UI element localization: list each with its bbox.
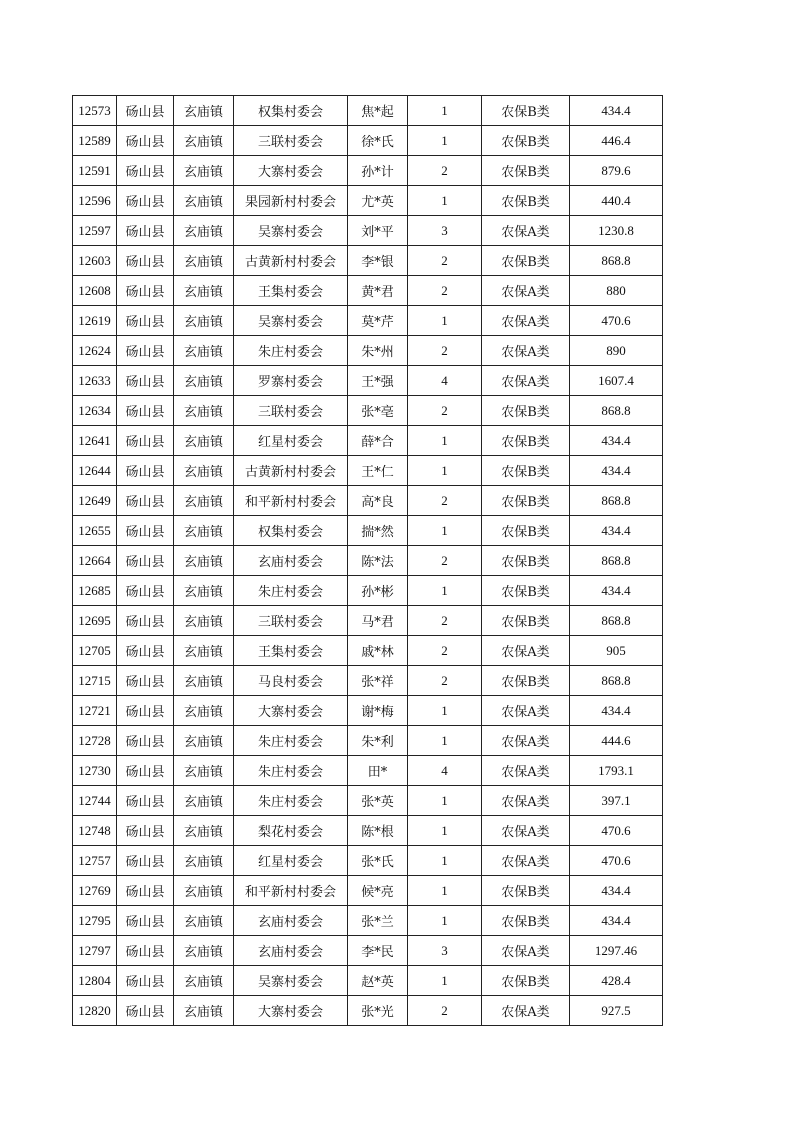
amount-cell: 868.8 [570, 486, 663, 516]
name-cell: 张*光 [348, 996, 408, 1026]
town-cell: 玄庙镇 [174, 816, 234, 846]
town-cell: 玄庙镇 [174, 696, 234, 726]
insurance-category-cell: 农保A类 [482, 936, 570, 966]
amount-cell: 470.6 [570, 306, 663, 336]
village-committee-cell: 古黄新村村委会 [234, 456, 348, 486]
insurance-category-cell: 农保A类 [482, 306, 570, 336]
insurance-category-cell: 农保B类 [482, 126, 570, 156]
insurance-category-cell: 农保A类 [482, 996, 570, 1026]
household-count-cell: 3 [408, 216, 482, 246]
record-id-cell: 12589 [73, 126, 117, 156]
household-count-cell: 2 [408, 606, 482, 636]
name-cell: 高*良 [348, 486, 408, 516]
record-id-cell: 12664 [73, 546, 117, 576]
county-cell: 砀山县 [117, 636, 174, 666]
household-count-cell: 1 [408, 786, 482, 816]
table-row [73, 126, 663, 156]
name-cell: 朱*利 [348, 726, 408, 756]
village-committee-cell: 玄庙村委会 [234, 546, 348, 576]
household-count-cell: 2 [408, 336, 482, 366]
village-committee-cell: 三联村委会 [234, 606, 348, 636]
village-committee-cell: 王集村委会 [234, 276, 348, 306]
amount-cell: 890 [570, 336, 663, 366]
household-count-cell: 2 [408, 276, 482, 306]
household-count-cell: 1 [408, 906, 482, 936]
town-cell: 玄庙镇 [174, 876, 234, 906]
county-cell: 砀山县 [117, 906, 174, 936]
insurance-category-cell: 农保A类 [482, 366, 570, 396]
record-id-cell: 12728 [73, 726, 117, 756]
name-cell: 刘*平 [348, 216, 408, 246]
village-committee-cell: 吴寨村委会 [234, 216, 348, 246]
insurance-category-cell: 农保A类 [482, 846, 570, 876]
village-committee-cell: 朱庄村委会 [234, 726, 348, 756]
county-cell: 砀山县 [117, 216, 174, 246]
record-id-cell: 12797 [73, 936, 117, 966]
village-committee-cell: 权集村委会 [234, 96, 348, 126]
county-cell: 砀山县 [117, 96, 174, 126]
name-cell: 张*亳 [348, 396, 408, 426]
town-cell: 玄庙镇 [174, 96, 234, 126]
table-row [73, 576, 663, 606]
record-id-cell: 12685 [73, 576, 117, 606]
town-cell: 玄庙镇 [174, 996, 234, 1026]
table-row [73, 426, 663, 456]
county-cell: 砀山县 [117, 576, 174, 606]
household-count-cell: 2 [408, 546, 482, 576]
county-cell: 砀山县 [117, 426, 174, 456]
amount-cell: 440.4 [570, 186, 663, 216]
record-id-cell: 12624 [73, 336, 117, 366]
village-committee-cell: 红星村委会 [234, 426, 348, 456]
town-cell: 玄庙镇 [174, 726, 234, 756]
table-row [73, 306, 663, 336]
insurance-category-cell: 农保B类 [482, 486, 570, 516]
name-cell: 孙*计 [348, 156, 408, 186]
county-cell: 砀山县 [117, 336, 174, 366]
household-count-cell: 3 [408, 936, 482, 966]
town-cell: 玄庙镇 [174, 186, 234, 216]
county-cell: 砀山县 [117, 786, 174, 816]
record-id-cell: 12715 [73, 666, 117, 696]
name-cell: 李*银 [348, 246, 408, 276]
village-committee-cell: 玄庙村委会 [234, 936, 348, 966]
name-cell: 张*兰 [348, 906, 408, 936]
table-row [73, 666, 663, 696]
household-count-cell: 1 [408, 456, 482, 486]
record-id-cell: 12769 [73, 876, 117, 906]
household-count-cell: 1 [408, 126, 482, 156]
record-id-cell: 12603 [73, 246, 117, 276]
county-cell: 砀山县 [117, 546, 174, 576]
village-committee-cell: 大寨村委会 [234, 696, 348, 726]
record-id-cell: 12608 [73, 276, 117, 306]
table-row [73, 786, 663, 816]
table-row [73, 876, 663, 906]
table-row [73, 516, 663, 546]
household-count-cell: 1 [408, 426, 482, 456]
amount-cell: 397.1 [570, 786, 663, 816]
name-cell: 薛*合 [348, 426, 408, 456]
household-count-cell: 2 [408, 636, 482, 666]
household-count-cell: 4 [408, 756, 482, 786]
county-cell: 砀山县 [117, 276, 174, 306]
record-id-cell: 12644 [73, 456, 117, 486]
insurance-category-cell: 农保A类 [482, 726, 570, 756]
household-count-cell: 1 [408, 576, 482, 606]
town-cell: 玄庙镇 [174, 906, 234, 936]
village-committee-cell: 吴寨村委会 [234, 966, 348, 996]
amount-cell: 868.8 [570, 546, 663, 576]
household-count-cell: 2 [408, 486, 482, 516]
town-cell: 玄庙镇 [174, 666, 234, 696]
county-cell: 砀山县 [117, 126, 174, 156]
name-cell: 焦*起 [348, 96, 408, 126]
table-row [73, 546, 663, 576]
town-cell: 玄庙镇 [174, 546, 234, 576]
insurance-category-cell: 农保A类 [482, 336, 570, 366]
village-committee-cell: 罗寨村委会 [234, 366, 348, 396]
insurance-category-cell: 农保B类 [482, 906, 570, 936]
amount-cell: 1297.46 [570, 936, 663, 966]
village-committee-cell: 玄庙村委会 [234, 906, 348, 936]
name-cell: 尤*英 [348, 186, 408, 216]
amount-cell: 880 [570, 276, 663, 306]
record-id-cell: 12597 [73, 216, 117, 246]
name-cell: 谢*梅 [348, 696, 408, 726]
county-cell: 砀山县 [117, 186, 174, 216]
town-cell: 玄庙镇 [174, 456, 234, 486]
town-cell: 玄庙镇 [174, 756, 234, 786]
village-committee-cell: 马良村委会 [234, 666, 348, 696]
insurance-category-cell: 农保B类 [482, 546, 570, 576]
name-cell: 田* [348, 756, 408, 786]
county-cell: 砀山县 [117, 666, 174, 696]
insurance-category-cell: 农保A类 [482, 696, 570, 726]
table-row [73, 96, 663, 126]
county-cell: 砀山县 [117, 246, 174, 276]
household-count-cell: 2 [408, 996, 482, 1026]
table-row [73, 696, 663, 726]
insurance-category-cell: 农保B类 [482, 576, 570, 606]
town-cell: 玄庙镇 [174, 306, 234, 336]
record-id-cell: 12757 [73, 846, 117, 876]
name-cell: 徐*氏 [348, 126, 408, 156]
record-id-cell: 12634 [73, 396, 117, 426]
insurance-category-cell: 农保B类 [482, 516, 570, 546]
insurance-category-cell: 农保B类 [482, 456, 570, 486]
village-committee-cell: 权集村委会 [234, 516, 348, 546]
record-id-cell: 12633 [73, 366, 117, 396]
county-cell: 砀山县 [117, 306, 174, 336]
table-row [73, 336, 663, 366]
table-row [73, 366, 663, 396]
name-cell: 李*民 [348, 936, 408, 966]
amount-cell: 434.4 [570, 906, 663, 936]
amount-cell: 1607.4 [570, 366, 663, 396]
name-cell: 张*祥 [348, 666, 408, 696]
amount-cell: 446.4 [570, 126, 663, 156]
town-cell: 玄庙镇 [174, 486, 234, 516]
town-cell: 玄庙镇 [174, 396, 234, 426]
name-cell: 揣*然 [348, 516, 408, 546]
name-cell: 莫*芹 [348, 306, 408, 336]
table-row [73, 216, 663, 246]
amount-cell: 879.6 [570, 156, 663, 186]
village-committee-cell: 果园新村村委会 [234, 186, 348, 216]
table-row [73, 156, 663, 186]
town-cell: 玄庙镇 [174, 246, 234, 276]
insurance-category-cell: 农保A类 [482, 216, 570, 246]
record-id-cell: 12744 [73, 786, 117, 816]
record-id-cell: 12804 [73, 966, 117, 996]
amount-cell: 868.8 [570, 606, 663, 636]
name-cell: 王*仁 [348, 456, 408, 486]
record-id-cell: 12649 [73, 486, 117, 516]
record-id-cell: 12655 [73, 516, 117, 546]
town-cell: 玄庙镇 [174, 276, 234, 306]
table-row [73, 846, 663, 876]
name-cell: 陈*法 [348, 546, 408, 576]
village-committee-cell: 和平新村村委会 [234, 486, 348, 516]
county-cell: 砀山县 [117, 456, 174, 486]
town-cell: 玄庙镇 [174, 786, 234, 816]
table-row [73, 756, 663, 786]
village-committee-cell: 吴寨村委会 [234, 306, 348, 336]
name-cell: 孙*彬 [348, 576, 408, 606]
insurance-category-cell: 农保A类 [482, 756, 570, 786]
insurance-category-cell: 农保B类 [482, 876, 570, 906]
village-committee-cell: 大寨村委会 [234, 156, 348, 186]
village-committee-cell: 三联村委会 [234, 396, 348, 426]
town-cell: 玄庙镇 [174, 846, 234, 876]
town-cell: 玄庙镇 [174, 216, 234, 246]
amount-cell: 434.4 [570, 696, 663, 726]
table-row [73, 456, 663, 486]
town-cell: 玄庙镇 [174, 636, 234, 666]
village-committee-cell: 三联村委会 [234, 126, 348, 156]
amount-cell: 434.4 [570, 876, 663, 906]
record-id-cell: 12596 [73, 186, 117, 216]
name-cell: 黄*君 [348, 276, 408, 306]
table-row [73, 246, 663, 276]
amount-cell: 868.8 [570, 666, 663, 696]
household-count-cell: 4 [408, 366, 482, 396]
table-row [73, 486, 663, 516]
insurance-category-cell: 农保A类 [482, 276, 570, 306]
county-cell: 砀山县 [117, 876, 174, 906]
table-row [73, 396, 663, 426]
record-id-cell: 12748 [73, 816, 117, 846]
county-cell: 砀山县 [117, 756, 174, 786]
household-count-cell: 1 [408, 696, 482, 726]
town-cell: 玄庙镇 [174, 366, 234, 396]
village-committee-cell: 王集村委会 [234, 636, 348, 666]
name-cell: 马*君 [348, 606, 408, 636]
amount-cell: 444.6 [570, 726, 663, 756]
village-committee-cell: 大寨村委会 [234, 996, 348, 1026]
name-cell: 候*亮 [348, 876, 408, 906]
insurance-category-cell: 农保B类 [482, 246, 570, 276]
household-count-cell: 2 [408, 246, 482, 276]
insurance-category-cell: 农保B类 [482, 396, 570, 426]
amount-cell: 434.4 [570, 426, 663, 456]
insurance-category-cell: 农保B类 [482, 666, 570, 696]
beneficiary-table [72, 95, 663, 1026]
village-committee-cell: 梨花村委会 [234, 816, 348, 846]
insurance-category-cell: 农保B类 [482, 606, 570, 636]
table-row [73, 816, 663, 846]
town-cell: 玄庙镇 [174, 426, 234, 456]
insurance-category-cell: 农保A类 [482, 786, 570, 816]
table-body [73, 96, 663, 1026]
village-committee-cell: 朱庄村委会 [234, 576, 348, 606]
town-cell: 玄庙镇 [174, 516, 234, 546]
household-count-cell: 1 [408, 846, 482, 876]
insurance-category-cell: 农保A类 [482, 636, 570, 666]
record-id-cell: 12641 [73, 426, 117, 456]
county-cell: 砀山县 [117, 936, 174, 966]
household-count-cell: 1 [408, 516, 482, 546]
record-id-cell: 12820 [73, 996, 117, 1026]
household-count-cell: 1 [408, 306, 482, 336]
household-count-cell: 1 [408, 816, 482, 846]
household-count-cell: 2 [408, 156, 482, 186]
village-committee-cell: 红星村委会 [234, 846, 348, 876]
amount-cell: 434.4 [570, 516, 663, 546]
town-cell: 玄庙镇 [174, 966, 234, 996]
household-count-cell: 1 [408, 876, 482, 906]
county-cell: 砀山县 [117, 486, 174, 516]
table-row [73, 996, 663, 1026]
household-count-cell: 2 [408, 396, 482, 426]
insurance-category-cell: 农保B类 [482, 186, 570, 216]
record-id-cell: 12591 [73, 156, 117, 186]
name-cell: 张*英 [348, 786, 408, 816]
amount-cell: 434.4 [570, 456, 663, 486]
amount-cell: 434.4 [570, 576, 663, 606]
amount-cell: 428.4 [570, 966, 663, 996]
county-cell: 砀山县 [117, 966, 174, 996]
county-cell: 砀山县 [117, 396, 174, 426]
insurance-category-cell: 农保B类 [482, 156, 570, 186]
name-cell: 陈*根 [348, 816, 408, 846]
household-count-cell: 1 [408, 966, 482, 996]
table-row [73, 276, 663, 306]
county-cell: 砀山县 [117, 726, 174, 756]
town-cell: 玄庙镇 [174, 336, 234, 366]
amount-cell: 1230.8 [570, 216, 663, 246]
amount-cell: 868.8 [570, 246, 663, 276]
record-id-cell: 12619 [73, 306, 117, 336]
town-cell: 玄庙镇 [174, 156, 234, 186]
town-cell: 玄庙镇 [174, 126, 234, 156]
table-row [73, 636, 663, 666]
table-row [73, 906, 663, 936]
county-cell: 砀山县 [117, 996, 174, 1026]
county-cell: 砀山县 [117, 156, 174, 186]
table-row [73, 936, 663, 966]
village-committee-cell: 朱庄村委会 [234, 786, 348, 816]
village-committee-cell: 朱庄村委会 [234, 756, 348, 786]
name-cell: 王*强 [348, 366, 408, 396]
amount-cell: 868.8 [570, 396, 663, 426]
county-cell: 砀山县 [117, 696, 174, 726]
household-count-cell: 1 [408, 726, 482, 756]
record-id-cell: 12573 [73, 96, 117, 126]
county-cell: 砀山县 [117, 846, 174, 876]
insurance-category-cell: 农保B类 [482, 966, 570, 996]
town-cell: 玄庙镇 [174, 606, 234, 636]
household-count-cell: 1 [408, 186, 482, 216]
county-cell: 砀山县 [117, 366, 174, 396]
county-cell: 砀山县 [117, 516, 174, 546]
table-row [73, 606, 663, 636]
table-row [73, 726, 663, 756]
amount-cell: 470.6 [570, 846, 663, 876]
insurance-category-cell: 农保B类 [482, 96, 570, 126]
village-committee-cell: 古黄新村村委会 [234, 246, 348, 276]
record-id-cell: 12695 [73, 606, 117, 636]
name-cell: 戚*林 [348, 636, 408, 666]
county-cell: 砀山县 [117, 606, 174, 636]
household-count-cell: 2 [408, 666, 482, 696]
insurance-category-cell: 农保A类 [482, 816, 570, 846]
name-cell: 张*氏 [348, 846, 408, 876]
amount-cell: 434.4 [570, 96, 663, 126]
record-id-cell: 12705 [73, 636, 117, 666]
table-row [73, 186, 663, 216]
record-id-cell: 12721 [73, 696, 117, 726]
table-row [73, 966, 663, 996]
household-count-cell: 1 [408, 96, 482, 126]
amount-cell: 927.5 [570, 996, 663, 1026]
name-cell: 朱*州 [348, 336, 408, 366]
amount-cell: 905 [570, 636, 663, 666]
county-cell: 砀山县 [117, 816, 174, 846]
town-cell: 玄庙镇 [174, 936, 234, 966]
amount-cell: 470.6 [570, 816, 663, 846]
village-committee-cell: 朱庄村委会 [234, 336, 348, 366]
record-id-cell: 12795 [73, 906, 117, 936]
insurance-category-cell: 农保B类 [482, 426, 570, 456]
village-committee-cell: 和平新村村委会 [234, 876, 348, 906]
record-id-cell: 12730 [73, 756, 117, 786]
town-cell: 玄庙镇 [174, 576, 234, 606]
name-cell: 赵*英 [348, 966, 408, 996]
amount-cell: 1793.1 [570, 756, 663, 786]
